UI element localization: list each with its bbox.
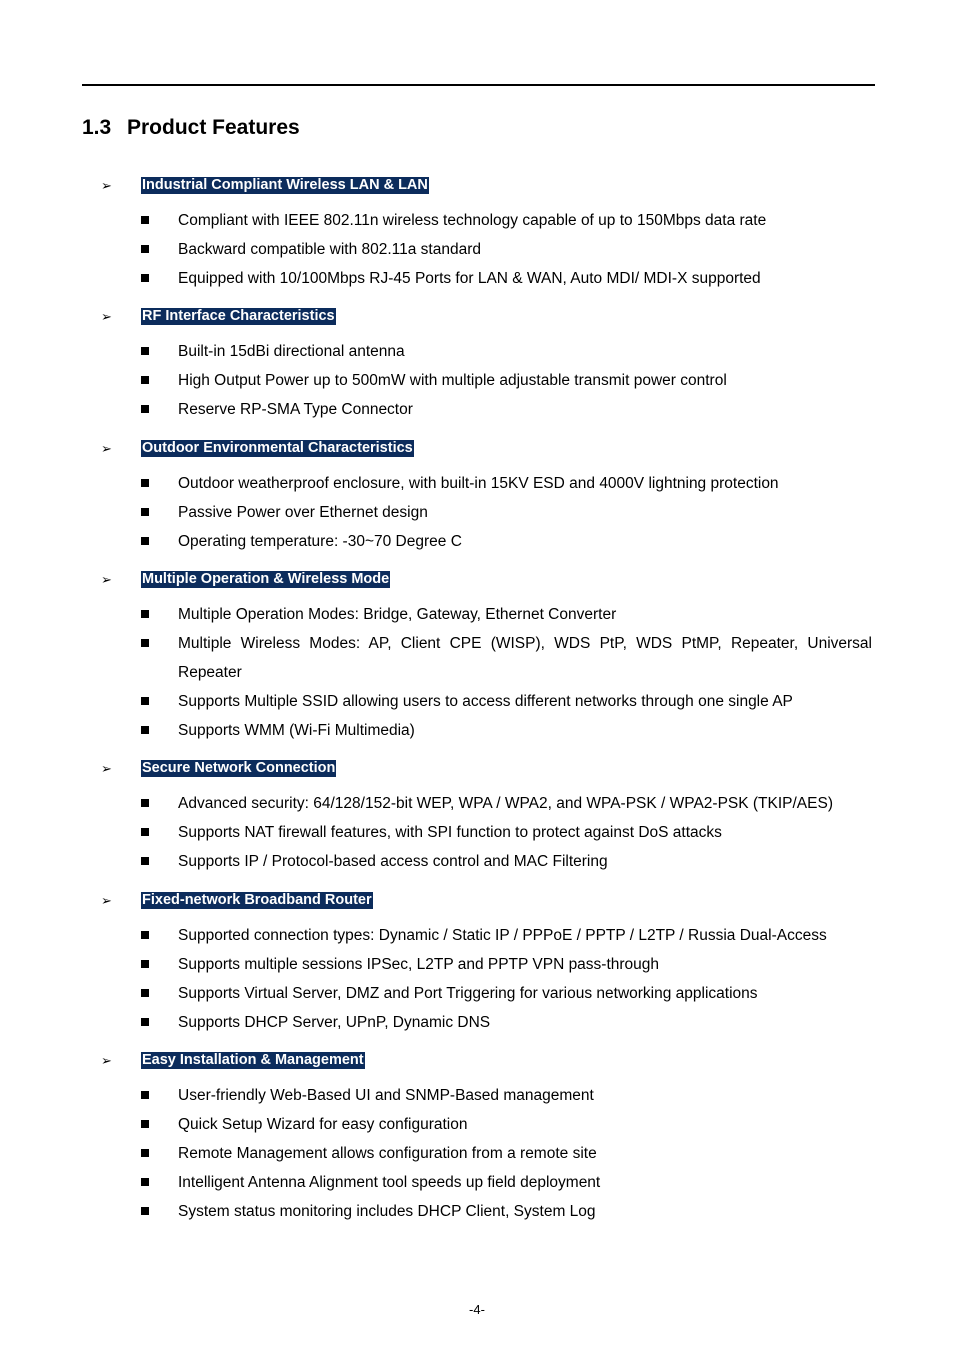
list-item: Remote Management allows configuration from a remote site: [0, 1139, 872, 1168]
square-bullet-icon: [141, 537, 149, 545]
list-item: Advanced security: 64/128/152-bit WEP, WPA / WPA2, and WPA-PSK / WPA2-PSK (TKIP/AES): [0, 789, 872, 818]
page-title: [82, 116, 300, 140]
feature-section-operation-mode: [0, 570, 954, 745]
section-heading: Secure Network Connection: [142, 760, 336, 776]
square-bullet-icon: [141, 931, 149, 939]
list-item: Supports multiple sessions IPSec, L2TP and PPTP VPN pass-through: [0, 950, 872, 979]
section-heading: Easy Installation & Management: [142, 1052, 364, 1068]
section-heading: Industrial Compliant Wireless LAN & LAN: [142, 177, 428, 193]
list-item: High Output Power up to 500mW with multiple adjustable transmit power control: [0, 366, 872, 395]
feature-section-broadband-router: [0, 891, 954, 1037]
square-bullet-icon: [141, 610, 149, 618]
list-item: Quick Setup Wizard for easy configuration: [0, 1110, 872, 1139]
list-item: Equipped with 10/100Mbps RJ-45 Ports for LAN & WAN, Auto MDI/ MDI-X supported: [0, 264, 872, 293]
arrow-bullet-icon: ➢: [101, 309, 112, 324]
arrow-bullet-icon: ➢: [101, 893, 112, 908]
page-number: -4-: [469, 1302, 485, 1317]
square-bullet-icon: [141, 479, 149, 487]
square-bullet-icon: [141, 216, 149, 224]
square-bullet-icon: [141, 245, 149, 253]
square-bullet-icon: [141, 1207, 149, 1215]
arrow-bullet-icon: ➢: [101, 178, 112, 193]
section-heading: Fixed-network Broadband Router: [142, 892, 372, 908]
list-item: Supports DHCP Server, UPnP, Dynamic DNS: [0, 1008, 872, 1037]
arrow-bullet-icon: ➢: [101, 572, 112, 587]
list-item: Intelligent Antenna Alignment tool speeds up field deployment: [0, 1168, 872, 1197]
square-bullet-icon: [141, 405, 149, 413]
square-bullet-icon: [141, 508, 149, 516]
list-item: Supports IP / Protocol-based access control and MAC Filtering: [0, 847, 872, 876]
list-item: Supports WMM (Wi-Fi Multimedia): [0, 716, 872, 745]
square-bullet-icon: [141, 828, 149, 836]
square-bullet-icon: [141, 1178, 149, 1186]
square-bullet-icon: [141, 1018, 149, 1026]
feature-section-installation: [0, 1051, 954, 1226]
square-bullet-icon: [141, 989, 149, 997]
list-item: Supports Virtual Server, DMZ and Port Triggering for various networking applications: [0, 979, 872, 1008]
list-item: Supports Multiple SSID allowing users to access different networks through one single AP: [0, 687, 872, 716]
header-rule: [82, 84, 875, 86]
square-bullet-icon: [141, 960, 149, 968]
square-bullet-icon: [141, 347, 149, 355]
list-item: Outdoor weatherproof enclosure, with built-in 15KV ESD and 4000V lightning protection: [0, 469, 872, 498]
feature-section-outdoor: [0, 439, 954, 556]
list-item: Multiple Operation Modes: Bridge, Gateway, Ethernet Converter: [0, 600, 872, 629]
square-bullet-icon: [141, 639, 149, 647]
section-heading: Outdoor Environmental Characteristics: [142, 440, 413, 456]
list-item: Supports NAT firewall features, with SPI function to protect against DoS attacks: [0, 818, 872, 847]
list-item: Operating temperature: -30~70 Degree C: [0, 527, 872, 556]
arrow-bullet-icon: ➢: [101, 761, 112, 776]
list-item: Reserve RP-SMA Type Connector: [0, 395, 872, 424]
square-bullet-icon: [141, 857, 149, 865]
arrow-bullet-icon: ➢: [101, 441, 112, 456]
square-bullet-icon: [141, 376, 149, 384]
square-bullet-icon: [141, 1120, 149, 1128]
square-bullet-icon: [141, 726, 149, 734]
square-bullet-icon: [141, 697, 149, 705]
square-bullet-icon: [141, 799, 149, 807]
list-item: User-friendly Web-Based UI and SNMP-Based management: [0, 1081, 872, 1110]
list-item: Passive Power over Ethernet design: [0, 498, 872, 527]
list-item: Backward compatible with 802.11a standard: [0, 235, 872, 264]
feature-section-rf-interface: [0, 307, 954, 424]
section-heading: RF Interface Characteristics: [142, 308, 335, 324]
arrow-bullet-icon: ➢: [101, 1053, 112, 1068]
list-item: Supported connection types: Dynamic / Static IP / PPPoE / PPTP / L2TP / Russia Dual-Access: [0, 921, 872, 950]
section-number: 1.3: [82, 116, 112, 139]
list-item: Built-in 15dBi directional antenna: [0, 337, 872, 366]
square-bullet-icon: [141, 1149, 149, 1157]
square-bullet-icon: [141, 274, 149, 282]
section-title: Product Features: [127, 116, 300, 139]
square-bullet-icon: [141, 1091, 149, 1099]
list-item: System status monitoring includes DHCP Client, System Log: [0, 1197, 872, 1226]
section-heading: Multiple Operation & Wireless Mode: [142, 571, 390, 587]
feature-section-secure-network: [0, 759, 954, 876]
list-item: Compliant with IEEE 802.11n wireless technology capable of up to 150Mbps data rate: [0, 206, 872, 235]
feature-section-wireless-lan: [0, 176, 954, 293]
list-item: Multiple Wireless Modes: AP, Client CPE (WISP), WDS PtP, WDS PtMP, Repeater, Universal Repeater: [0, 629, 872, 687]
